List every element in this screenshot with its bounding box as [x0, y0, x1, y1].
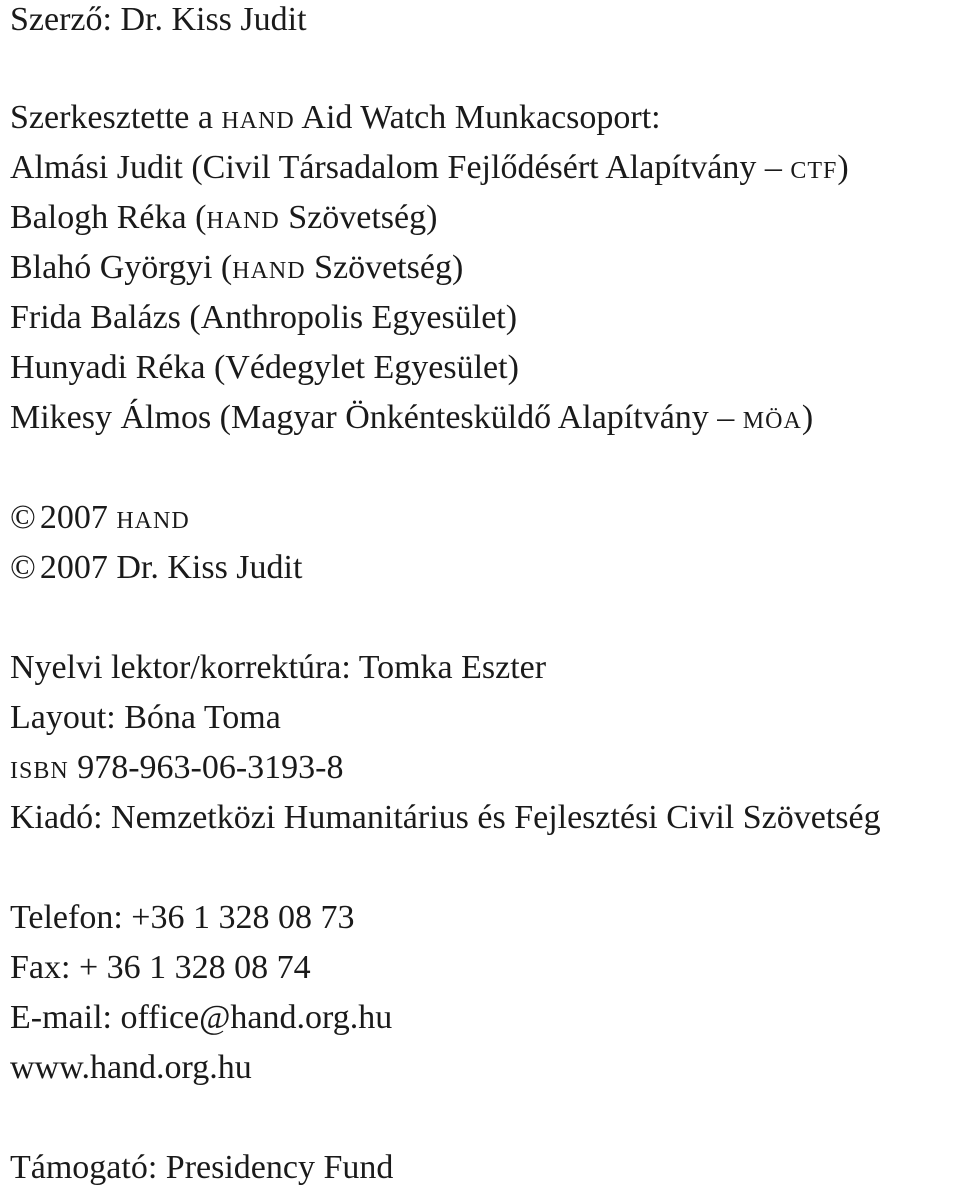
- sponsor-text: Támogató: Presidency Fund: [10, 1149, 394, 1186]
- email-text: E-mail: office@hand.org.hu: [10, 999, 393, 1036]
- copyright-line-org: [10, 498, 190, 538]
- editor-item: [10, 198, 437, 238]
- editor-item: [10, 298, 517, 338]
- editor-org-abbrev: hand: [206, 199, 280, 236]
- editor-tail: Szövetség): [305, 249, 464, 286]
- editor-tail: ): [837, 149, 849, 186]
- publisher-line: [10, 798, 881, 838]
- editor-tail: Szövetség): [279, 199, 438, 236]
- fax-line: [10, 948, 311, 988]
- editors-heading: [10, 98, 661, 138]
- author-text: Szerző: Dr. Kiss Judit: [10, 1, 307, 38]
- editor-item: [10, 248, 463, 288]
- editor-org-abbrev: möa: [742, 399, 802, 436]
- layout-line: [10, 698, 281, 738]
- isbn-value: 978-963-06-3193-8: [68, 749, 344, 786]
- website-line: [10, 1048, 252, 1088]
- fax-text: Fax: + 36 1 328 08 74: [10, 949, 311, 986]
- website-text: www.hand.org.hu: [10, 1049, 252, 1086]
- editor-org-abbrev: ctf: [790, 149, 838, 186]
- editor-org-abbrev: hand: [232, 249, 306, 286]
- editor-name: Balogh Réka (: [10, 199, 207, 236]
- copyright-line-author: [10, 548, 302, 588]
- proofreading-line: [10, 648, 546, 688]
- editor-name: Hunyadi Réka (Védegylet Egyesület): [10, 349, 519, 386]
- editor-name: Mikesy Álmos (Magyar Önkéntesküldő Alapítvány –: [10, 399, 743, 436]
- editor-name: Blahó Györgyi (: [10, 249, 233, 286]
- author-line: [10, 0, 307, 40]
- copyright-holder-abbrev: hand: [116, 499, 190, 536]
- editor-name: Frida Balázs (Anthropolis Egyesület): [10, 299, 518, 336]
- copyright-icon: ©: [10, 499, 36, 536]
- copyright-year: 2007: [39, 499, 117, 536]
- editors-heading-text: Szerkesztette a: [10, 99, 222, 136]
- editor-item: [10, 348, 519, 388]
- editors-heading-abbrev: hand: [221, 99, 295, 136]
- editor-name: Almási Judit (Civil Társadalom Fejlődésért Alapítvány –: [10, 149, 791, 186]
- phone-line: [10, 898, 354, 938]
- email-line: [10, 998, 392, 1038]
- layout-credit-text: Layout: Bóna Toma: [10, 699, 281, 736]
- editor-tail: ): [801, 399, 814, 436]
- editor-item: [10, 148, 849, 188]
- copyright-author: 2007 Dr. Kiss Judit: [39, 549, 303, 586]
- editors-heading-tail: Aid Watch Munkacsoport:: [294, 99, 661, 136]
- copyright-icon: ©: [10, 549, 36, 586]
- sponsor-line: [10, 1148, 393, 1188]
- publisher-text: Kiadó: Nemzetközi Humanitárius és Fejlesztési Civil Szövetség: [10, 799, 881, 836]
- proofreading-text: Nyelvi lektor/korrektúra: Tomka Eszter: [10, 649, 547, 686]
- isbn-line: [10, 748, 343, 788]
- isbn-label: isbn: [10, 749, 69, 786]
- editor-item: [10, 398, 813, 438]
- phone-text: Telefon: +36 1 328 08 73: [10, 899, 355, 936]
